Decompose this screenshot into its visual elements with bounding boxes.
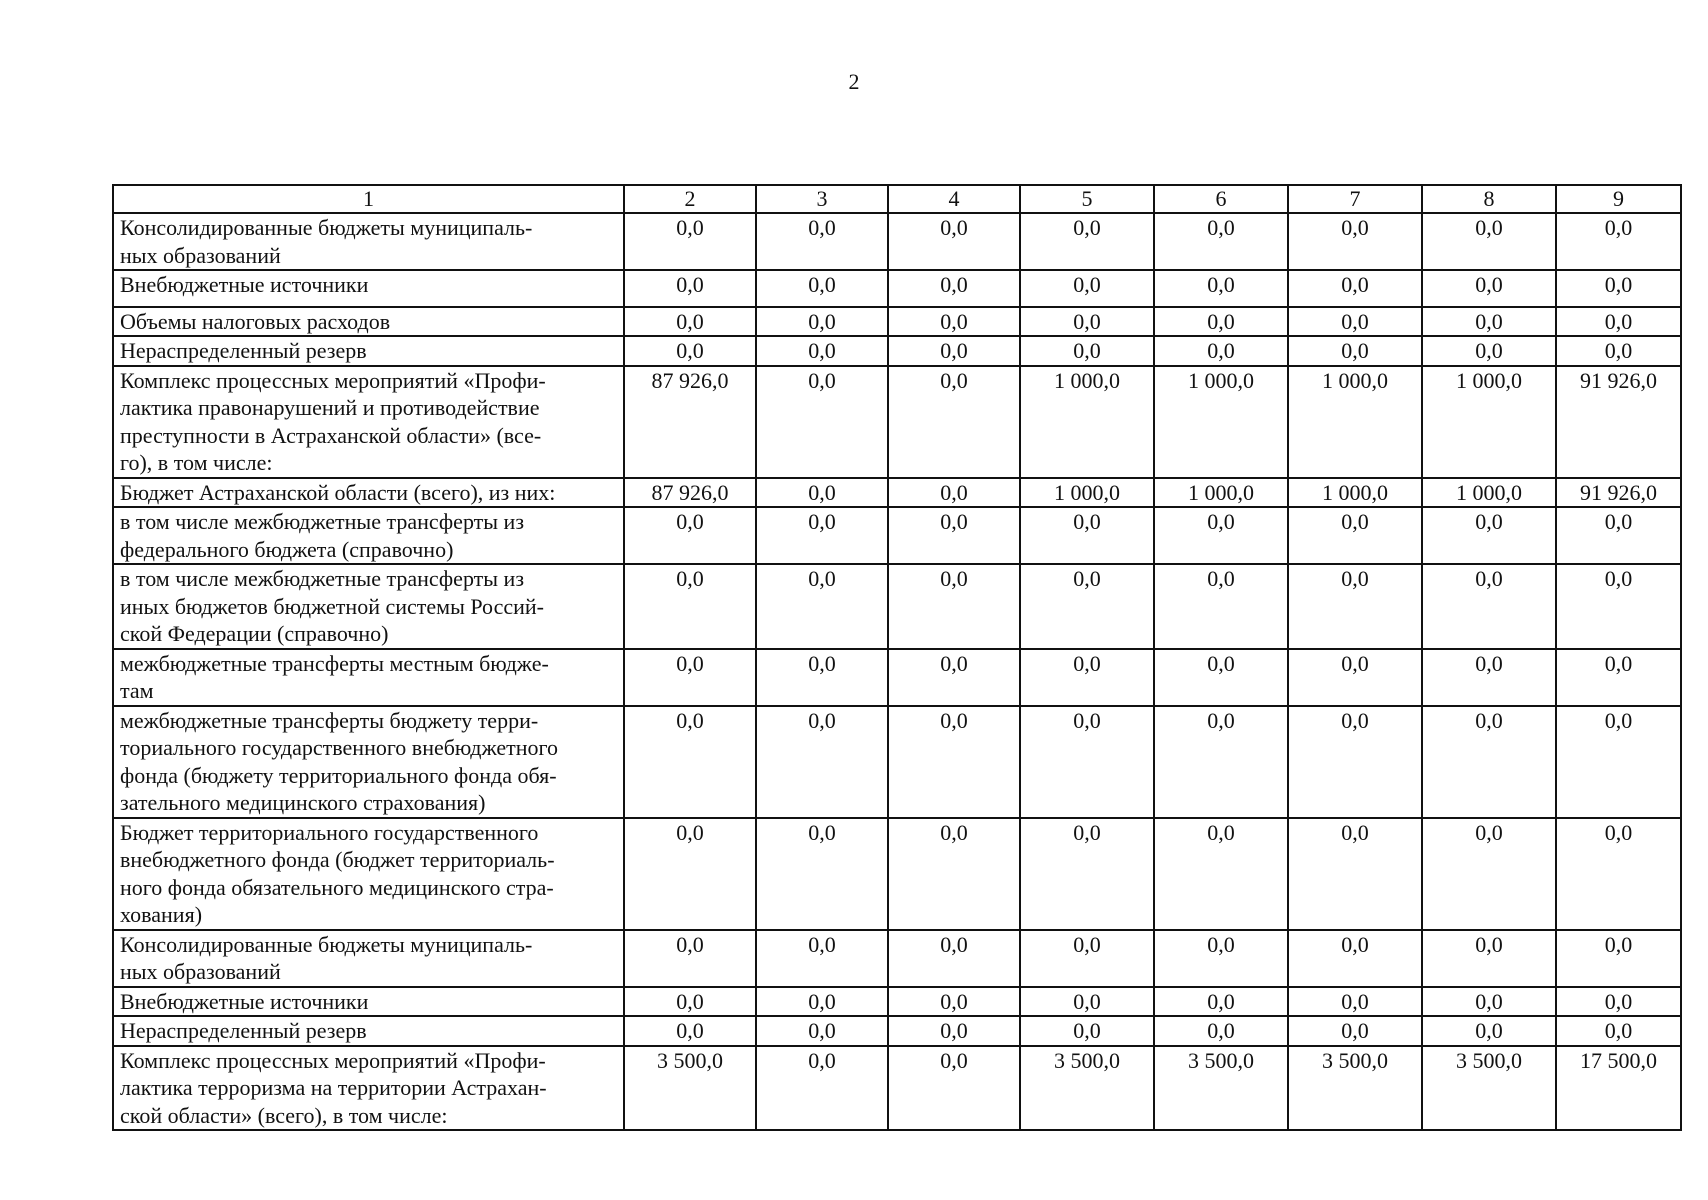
row-label: Консолидированные бюджеты муниципаль- ных образований [113,930,624,987]
row-value: 1 000,0 [1020,366,1154,478]
row-value: 0,0 [756,930,888,987]
row-value: 0,0 [1556,1016,1681,1046]
row-value: 87 926,0 [624,366,756,478]
row-value: 0,0 [1422,213,1556,270]
row-value: 0,0 [1556,213,1681,270]
column-header: 9 [1556,185,1681,213]
row-value: 0,0 [888,706,1020,818]
row-value: 0,0 [1288,336,1422,366]
row-value: 0,0 [756,1016,888,1046]
row-value: 0,0 [624,336,756,366]
row-value: 1 000,0 [1422,366,1556,478]
row-value: 0,0 [1288,1016,1422,1046]
row-value: 0,0 [1020,649,1154,706]
row-label: Комплекс процессных мероприятий «Профи- лактика правонарушений и противодействие преступности в Астраханской области» (все- го), в том числе: [113,366,624,478]
row-value: 0,0 [1288,818,1422,930]
row-value: 0,0 [888,1046,1020,1131]
row-value: 0,0 [1020,987,1154,1017]
row-value: 0,0 [1154,564,1288,649]
row-label: в том числе межбюджетные трансферты из федерального бюджета (справочно) [113,507,624,564]
row-value: 17 500,0 [1556,1046,1681,1131]
row-value: 0,0 [624,706,756,818]
row-value: 0,0 [1020,507,1154,564]
row-value: 1 000,0 [1154,478,1288,508]
row-value: 0,0 [624,213,756,270]
row-value: 0,0 [756,478,888,508]
row-value: 0,0 [1020,213,1154,270]
row-value: 3 500,0 [1154,1046,1288,1131]
table-row [113,1016,1681,1046]
table-body [113,213,1681,1130]
row-value: 0,0 [1422,270,1556,307]
table-row [113,1046,1681,1131]
row-value: 0,0 [888,270,1020,307]
row-value: 0,0 [756,336,888,366]
row-value: 0,0 [756,818,888,930]
row-label: Бюджет Астраханской области (всего), из них: [113,478,624,508]
row-value: 1 000,0 [1422,478,1556,508]
row-value: 0,0 [756,706,888,818]
row-value: 0,0 [888,1016,1020,1046]
row-value: 0,0 [1020,564,1154,649]
row-value: 0,0 [756,507,888,564]
row-value: 0,0 [624,307,756,337]
row-value: 0,0 [1422,507,1556,564]
row-value: 0,0 [1154,1016,1288,1046]
row-value: 0,0 [624,649,756,706]
row-label: в том числе межбюджетные трансферты из иных бюджетов бюджетной системы Россий- ской Федерации (справочно) [113,564,624,649]
row-value: 87 926,0 [624,478,756,508]
table-row [113,336,1681,366]
row-value: 0,0 [888,649,1020,706]
row-value: 0,0 [1154,307,1288,337]
row-value: 0,0 [1020,930,1154,987]
row-value: 0,0 [756,307,888,337]
row-value: 0,0 [1422,307,1556,337]
row-value: 0,0 [1556,649,1681,706]
row-value: 0,0 [624,270,756,307]
row-label: межбюджетные трансферты местным бюдже- там [113,649,624,706]
row-value: 0,0 [1154,987,1288,1017]
row-value: 0,0 [888,507,1020,564]
row-value: 0,0 [1020,1016,1154,1046]
table-row [113,307,1681,337]
row-value: 0,0 [1288,649,1422,706]
row-value: 0,0 [1020,818,1154,930]
row-value: 0,0 [1288,307,1422,337]
row-value: 0,0 [1154,270,1288,307]
row-value: 0,0 [624,1016,756,1046]
row-label: Бюджет территориального государственного внебюджетного фонда (бюджет территориаль- ного фонда обязательного медицинского стра- хования) [113,818,624,930]
header-row [113,185,1681,213]
row-label: Объемы налоговых расходов [113,307,624,337]
row-label: Консолидированные бюджеты муниципаль- ных образований [113,213,624,270]
table-row [113,930,1681,987]
row-value: 0,0 [624,987,756,1017]
row-value: 0,0 [1020,336,1154,366]
row-value: 1 000,0 [1154,366,1288,478]
row-value: 0,0 [1154,649,1288,706]
row-value: 0,0 [1288,213,1422,270]
row-value: 0,0 [1556,930,1681,987]
table-row [113,478,1681,508]
row-value: 0,0 [1154,706,1288,818]
page-number: 2 [848,69,860,94]
row-value: 91 926,0 [1556,366,1681,478]
row-value: 0,0 [1422,1016,1556,1046]
row-value: 0,0 [1422,336,1556,366]
row-value: 0,0 [888,987,1020,1017]
table-row [113,507,1681,564]
row-value: 1 000,0 [1020,478,1154,508]
row-value: 3 500,0 [1288,1046,1422,1131]
row-value: 0,0 [1288,507,1422,564]
row-value: 91 926,0 [1556,478,1681,508]
row-value: 0,0 [624,818,756,930]
row-value: 1 000,0 [1288,366,1422,478]
row-value: 0,0 [1288,930,1422,987]
row-value: 0,0 [1288,270,1422,307]
column-header: 5 [1020,185,1154,213]
column-header: 8 [1422,185,1556,213]
row-value: 0,0 [624,930,756,987]
row-value: 0,0 [1020,706,1154,818]
row-label: Комплекс процессных мероприятий «Профи- лактика терроризма на территории Астрахан- ской области» (всего), в том числе: [113,1046,624,1131]
row-value: 0,0 [756,1046,888,1131]
row-value: 0,0 [1556,987,1681,1017]
row-value: 0,0 [624,564,756,649]
row-value: 0,0 [1422,987,1556,1017]
table-row [113,818,1681,930]
table-row [113,213,1681,270]
row-value: 0,0 [1288,706,1422,818]
row-value: 0,0 [888,930,1020,987]
row-value: 0,0 [1556,307,1681,337]
row-value: 0,0 [1288,987,1422,1017]
column-header: 3 [756,185,888,213]
row-value: 3 500,0 [1422,1046,1556,1131]
row-label: Внебюджетные источники [113,987,624,1017]
row-value: 0,0 [888,336,1020,366]
table-row [113,366,1681,478]
row-value: 0,0 [756,213,888,270]
row-value: 0,0 [756,649,888,706]
row-value: 0,0 [1556,507,1681,564]
row-value: 0,0 [1556,564,1681,649]
row-value: 0,0 [1154,818,1288,930]
row-value: 0,0 [756,564,888,649]
row-value: 0,0 [888,307,1020,337]
row-label: межбюджетные трансферты бюджету терри- ториального государственного внебюджетного фонда (бюджету территориального фонда обя- зательного медицинского страхования) [113,706,624,818]
row-value: 0,0 [756,270,888,307]
row-value: 0,0 [1556,336,1681,366]
row-value: 0,0 [888,213,1020,270]
row-value: 0,0 [1020,270,1154,307]
row-value: 0,0 [1422,818,1556,930]
row-label: Нераспределенный резерв [113,1016,624,1046]
budget-table [112,184,1682,1131]
column-header: 4 [888,185,1020,213]
row-value: 1 000,0 [1288,478,1422,508]
row-label: Нераспределенный резерв [113,336,624,366]
row-value: 0,0 [1154,213,1288,270]
row-value: 0,0 [1422,706,1556,818]
table-row [113,270,1681,307]
row-value: 0,0 [1556,706,1681,818]
row-value: 0,0 [1154,336,1288,366]
row-value: 0,0 [888,818,1020,930]
row-value: 0,0 [1020,307,1154,337]
row-value: 0,0 [888,366,1020,478]
row-value: 0,0 [756,987,888,1017]
row-value: 0,0 [1422,564,1556,649]
column-header: 1 [113,185,624,213]
row-value: 0,0 [1154,507,1288,564]
row-value: 3 500,0 [1020,1046,1154,1131]
table-row [113,706,1681,818]
table-row [113,564,1681,649]
row-value: 0,0 [1154,930,1288,987]
column-header: 2 [624,185,756,213]
column-header: 7 [1288,185,1422,213]
row-value: 0,0 [1556,818,1681,930]
table-row [113,987,1681,1017]
row-value: 0,0 [1288,564,1422,649]
row-value: 0,0 [888,564,1020,649]
row-value: 0,0 [756,366,888,478]
row-value: 0,0 [1556,270,1681,307]
row-value: 0,0 [1422,649,1556,706]
row-value: 0,0 [624,507,756,564]
row-value: 0,0 [888,478,1020,508]
column-header: 6 [1154,185,1288,213]
row-label: Внебюджетные источники [113,270,624,307]
row-value: 3 500,0 [624,1046,756,1131]
row-value: 0,0 [1422,930,1556,987]
table-row [113,649,1681,706]
